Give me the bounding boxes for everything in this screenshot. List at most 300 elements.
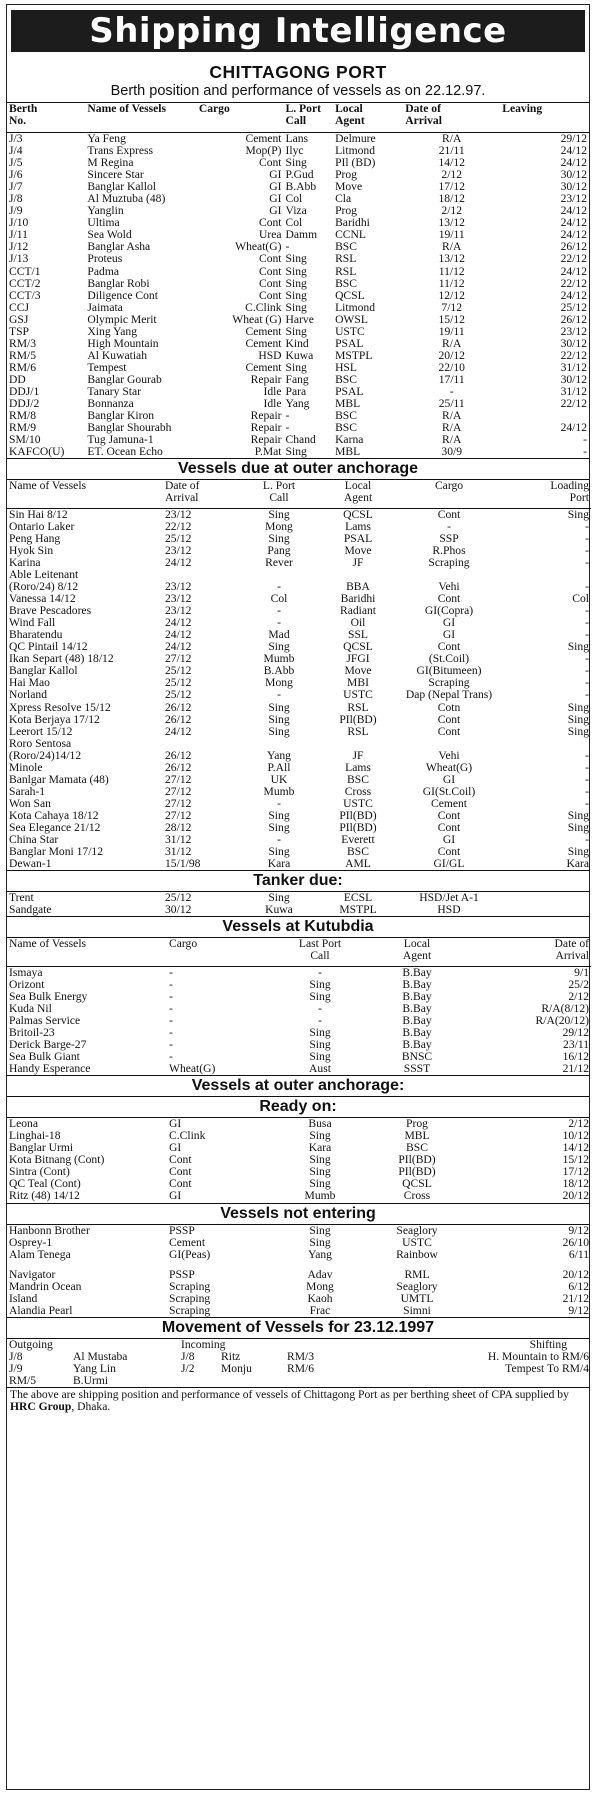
- cargo-cell: Cont: [437, 846, 461, 859]
- loading-port-cell: Sing: [567, 701, 589, 714]
- ready-date-cell: 15/12: [562, 1154, 589, 1167]
- berth-no-cell: GSJ: [9, 313, 29, 326]
- arrival-cell: 29/12: [562, 1027, 589, 1039]
- table-row: [7, 508, 591, 521]
- cargo-cell: GI: [169, 1190, 182, 1203]
- date-cell: 26/10: [562, 1236, 589, 1249]
- last-port-cell: Mong: [265, 677, 293, 690]
- local-agent-cell: Baridhi: [335, 217, 370, 230]
- vessel-name-cell: Leerort 15/12: [9, 725, 73, 738]
- vessel-name-cell: Wind Fall: [9, 617, 56, 630]
- last-port-cell: [239, 569, 319, 581]
- col-vessel-name: Name of Vessels: [9, 937, 87, 951]
- outer-due-title: Vessels due at outer anchorage: [7, 458, 589, 480]
- last-port-cell: Sing: [309, 1154, 331, 1167]
- table-row: [7, 521, 591, 533]
- cargo-cell: Cont: [169, 1154, 192, 1167]
- last-port-cell: Aust: [309, 1063, 331, 1076]
- leaving-cell: 24/12: [560, 145, 587, 158]
- local-agent-cell: JFGI: [346, 653, 370, 666]
- cargo-cell: R.Phos: [432, 544, 466, 557]
- last-port-cell: Busa: [308, 1118, 332, 1131]
- date-cell: 9/12: [568, 1304, 589, 1317]
- local-agent-cell: RSL: [335, 253, 357, 266]
- berth-no-cell: RM/5: [9, 349, 37, 362]
- table-row: [7, 205, 589, 217]
- arrival-cell: 2/12: [441, 169, 463, 182]
- local-agent-cell: JF: [352, 749, 364, 762]
- date-cell: 21/12: [562, 1292, 589, 1305]
- table-row: [7, 1118, 591, 1130]
- leaving-cell: 30/12: [560, 373, 587, 386]
- local-agent-cell: QCSL: [402, 1178, 432, 1191]
- vessel-name-cell: Karina: [9, 556, 41, 569]
- col-loading-port: Loading Port: [550, 479, 589, 505]
- vessel-name-cell: ET. Ocean Echo: [87, 446, 163, 459]
- berth-no-cell: RM/8: [9, 410, 37, 423]
- movement-title: Movement of Vessels for 23.12.1997: [7, 1317, 589, 1339]
- vessel-name-cell: Able Leitenant: [9, 569, 79, 581]
- cargo-cell: -: [169, 1027, 173, 1039]
- last-port-cell: B.Abb: [285, 181, 317, 194]
- local-agent-cell: Radiant: [339, 605, 377, 618]
- cargo-cell: [397, 738, 501, 750]
- vessel-name-cell: Won San: [9, 797, 51, 810]
- last-port-cell: UK: [270, 773, 288, 786]
- vessel-name-cell: Al Kuwatiah: [87, 349, 147, 362]
- table-row: [7, 434, 589, 446]
- local-agent-cell: JF: [352, 556, 364, 569]
- leaving-cell: 31/12: [560, 385, 587, 398]
- local-agent-cell: MBL: [404, 1130, 430, 1143]
- outgoing-berth-cell: RM/5: [9, 1374, 37, 1387]
- table-row: [7, 1190, 591, 1202]
- vessel-name-cell: Ontario Laker: [9, 520, 75, 533]
- leaving-cell: 30/12: [560, 337, 587, 350]
- loading-port-cell: [501, 892, 591, 904]
- loading-port-cell: -: [585, 677, 589, 690]
- cargo-cell: Idle: [263, 385, 282, 398]
- arrival-cell: 11/12: [438, 265, 465, 278]
- berth-no-cell: J/13: [9, 253, 29, 266]
- table-row: [7, 966, 591, 979]
- last-port-cell: Sing: [285, 277, 307, 290]
- cargo-cell: Cont: [437, 508, 461, 521]
- table-row: [7, 762, 591, 774]
- table-row: [7, 750, 591, 762]
- arrival-cell: 23/12: [165, 508, 192, 521]
- footer-source: HRC Group: [10, 1400, 72, 1414]
- table-row: [7, 1225, 591, 1237]
- last-port-cell: B.Abb: [263, 665, 295, 678]
- vessel-name-cell: Jaimata: [87, 301, 123, 314]
- vessel-name-cell: Diligence Cont: [87, 289, 158, 302]
- arrival-cell: 9/1: [574, 966, 589, 979]
- incoming-vessel-cell: [219, 1375, 285, 1387]
- last-port-cell: Mong: [306, 1280, 334, 1293]
- arrival-cell: 27/12: [165, 773, 192, 786]
- last-port-cell: Yang: [267, 749, 291, 762]
- vessel-name-cell: Olympic Merit: [87, 313, 157, 326]
- leaving-cell: 26/12: [560, 313, 587, 326]
- last-port-cell: Sing: [285, 253, 307, 266]
- port-title: CHITTAGONG PORT: [209, 62, 387, 82]
- leaving-cell: -: [583, 434, 587, 447]
- arrival-cell: 26/12: [165, 713, 192, 726]
- kutubdia-title: Vessels at Kutubdia: [7, 916, 589, 938]
- berth-no-cell: CCT/2: [9, 277, 41, 290]
- local-agent-cell: PSAL: [335, 337, 364, 350]
- local-agent-cell: USTC: [343, 797, 373, 810]
- date-cell: 6/11: [568, 1248, 589, 1261]
- last-port-cell: Col: [285, 193, 303, 206]
- table-row: [7, 786, 591, 798]
- cargo-cell: Cont: [258, 289, 282, 302]
- arrival-cell: 25/11: [438, 398, 465, 411]
- vessel-name-cell: Dewan-1: [9, 858, 52, 871]
- vessel-name-cell: Derick Barge-27: [9, 1039, 87, 1052]
- date-cell: 20/12: [562, 1268, 589, 1281]
- outer-due-body: [7, 508, 591, 870]
- ready-date-cell: 10/12: [562, 1130, 589, 1143]
- shift-to-cell: Tempest To RM/4: [505, 1362, 589, 1375]
- local-agent-cell: RML: [404, 1268, 430, 1281]
- local-agent-cell: B.Bay: [402, 1014, 432, 1027]
- table-row: [7, 145, 589, 157]
- shift-from-cell: RM/6: [287, 1362, 315, 1375]
- table-row: [7, 545, 591, 557]
- leaving-cell: 22/12: [560, 253, 587, 266]
- local-agent-cell: Prog: [406, 1118, 428, 1131]
- loading-port-cell: [501, 569, 591, 581]
- vessel-name-cell: QC Teal (Cont): [9, 1178, 81, 1191]
- last-port-cell: -: [285, 410, 290, 423]
- arrival-cell: 24/12: [165, 725, 192, 738]
- berth-no-cell: J/8: [9, 193, 23, 206]
- col-outgoing: Outgoing: [9, 1337, 53, 1351]
- arrival-cell: 28/12: [165, 821, 192, 834]
- cargo-cell: -: [169, 1039, 173, 1052]
- cargo-cell: Wheat(G): [169, 1063, 216, 1076]
- outer-due-table: [7, 480, 591, 870]
- table-row: [7, 326, 589, 338]
- last-port-cell: Chand: [285, 434, 316, 447]
- vessel-name-cell: Hai Mao: [9, 677, 50, 690]
- vessel-name-cell: Minole: [9, 761, 43, 774]
- cargo-cell: Cont: [437, 593, 461, 606]
- arrival-cell: 23/11: [563, 1039, 589, 1052]
- leaving-cell: 31/12: [560, 361, 587, 374]
- local-agent-cell: Litmond: [335, 301, 375, 314]
- table-row: [7, 702, 591, 714]
- local-agent-cell: Move: [335, 181, 363, 194]
- local-agent-cell: B.Bay: [402, 1002, 432, 1015]
- table-row: [7, 1351, 591, 1363]
- local-agent-cell: Baridhi: [340, 593, 376, 606]
- table-row: [7, 1063, 591, 1075]
- arrival-cell: [163, 569, 239, 581]
- table-row: [7, 822, 591, 834]
- table-row: [7, 1154, 591, 1166]
- cargo-cell: GI: [442, 629, 456, 642]
- cargo-cell: Scraping: [428, 556, 470, 569]
- table-row: [7, 169, 589, 181]
- local-agent-cell: [319, 738, 397, 750]
- arrival-cell: 24/12: [165, 617, 192, 630]
- loading-port-cell: -: [585, 520, 589, 533]
- table-row: [7, 1281, 591, 1293]
- last-port-cell: -: [277, 797, 281, 810]
- arrival-cell: 13/12: [438, 217, 465, 230]
- local-agent-cell: PIl(BD): [398, 1166, 436, 1179]
- cargo-cell: Cement: [430, 797, 468, 810]
- arrival-cell: R/A(20/12): [535, 1014, 589, 1027]
- last-port-cell: Yang: [308, 1248, 332, 1261]
- cargo-cell: PSSP: [169, 1224, 195, 1237]
- cargo-cell: Scraping: [428, 677, 470, 690]
- cargo-cell: GI(St.Coil): [422, 785, 476, 798]
- table-row: [7, 278, 589, 290]
- table-row: [7, 1130, 591, 1142]
- cargo-cell: Idle: [263, 398, 282, 411]
- vessel-name-cell: Tempest: [87, 361, 127, 374]
- vessel-name-cell: QC Pintail 14/12: [9, 641, 88, 654]
- col-leaving: Leaving: [502, 102, 543, 115]
- shipping-intelligence-page: [6, 4, 590, 1790]
- ready-body: [7, 1118, 591, 1202]
- last-port-cell: Sing: [268, 713, 290, 726]
- cargo-cell: Cotn: [437, 701, 461, 714]
- loading-port-cell: -: [585, 556, 589, 569]
- movement-header-row: [7, 1339, 591, 1351]
- arrival-cell: 24/12: [165, 641, 192, 654]
- cargo-cell: Cont: [258, 157, 282, 170]
- vessel-name-cell: Ultima: [87, 217, 120, 230]
- berth-no-cell: J/4: [9, 145, 23, 158]
- last-port-cell: Harve: [285, 313, 314, 326]
- table-row: [7, 374, 589, 386]
- row-spacer: [7, 1261, 591, 1269]
- table-row: [7, 386, 589, 398]
- vessel-name-cell: Padma: [87, 265, 119, 278]
- local-agent-cell: MSTPL: [335, 349, 373, 362]
- cargo-cell: Cement: [169, 1236, 206, 1249]
- last-port-cell: Mumb: [263, 653, 295, 666]
- kutubdia-table: [7, 938, 591, 1075]
- vessel-name-cell: Banglar Kallol: [9, 665, 78, 678]
- table-row: [7, 557, 591, 569]
- last-port-cell: Sing: [309, 1166, 331, 1179]
- berth-no-cell: SM/10: [9, 434, 41, 447]
- last-port-cell: Sing: [285, 361, 307, 374]
- table-row: [7, 362, 589, 374]
- local-agent-cell: PIl(BD): [339, 713, 377, 726]
- arrival-cell: R/A: [442, 241, 462, 254]
- vessel-name-cell: Sin Hai 8/12: [9, 508, 68, 521]
- berth-no-cell: RM/6: [9, 361, 37, 374]
- last-port-cell: Sing: [268, 821, 290, 834]
- last-port-cell: -: [277, 834, 281, 847]
- arrival-cell: 20/12: [438, 349, 465, 362]
- last-port-cell: Sing: [268, 701, 290, 714]
- last-port-cell: -: [277, 581, 281, 594]
- local-agent-cell: PIl (BD): [335, 157, 376, 170]
- last-port-cell: Sing: [309, 1224, 331, 1237]
- table-row: [7, 593, 591, 605]
- local-agent-cell: Rainbow: [396, 1248, 438, 1261]
- loading-port-cell: Sing: [567, 725, 589, 738]
- arrival-cell: 11/12: [438, 277, 465, 290]
- leaving-cell: 29/12: [560, 132, 587, 145]
- local-agent-cell: SSL: [348, 629, 368, 642]
- footer-note: [7, 1387, 589, 1415]
- arrival-cell: 12/12: [438, 289, 465, 302]
- incoming-vessel-cell: Monju: [221, 1362, 252, 1375]
- col-last-port: Last Port Call: [298, 937, 342, 963]
- arrival-cell: 24/12: [165, 556, 192, 569]
- local-agent-cell: HSL: [335, 361, 357, 374]
- arrival-cell: 25/12: [165, 892, 192, 905]
- vessel-name-cell: Hyok Sin: [9, 544, 54, 557]
- table-row: [7, 422, 589, 434]
- cargo-cell: Mop(P): [245, 145, 282, 158]
- cargo-cell: Wheat (G): [232, 313, 282, 326]
- local-agent-cell: RSL: [347, 725, 369, 738]
- arrival-cell: 13/12: [438, 253, 465, 266]
- arrival-cell: 26/12: [165, 701, 192, 714]
- vessel-name-cell: Trent: [9, 892, 34, 905]
- cargo-cell: Scraping: [169, 1304, 211, 1317]
- last-port-cell: Sing: [268, 508, 290, 521]
- table-row: [7, 774, 591, 786]
- arrival-cell: 27/12: [165, 797, 192, 810]
- tanker-body: [7, 892, 591, 916]
- cargo-cell: GI: [269, 193, 282, 206]
- cargo-cell: HSD/Jet A-1: [419, 892, 479, 905]
- arrival-cell: 31/12: [165, 834, 192, 847]
- local-agent-cell: Delmure: [335, 132, 376, 145]
- kutubdia-header-row: [7, 938, 591, 966]
- loading-port-cell: Sing: [567, 809, 589, 822]
- berth-no-cell: CCT/1: [9, 265, 41, 278]
- table-row: [7, 605, 591, 617]
- local-agent-cell: PIl(BD): [398, 1154, 436, 1167]
- loading-port-cell: Kara: [566, 858, 589, 871]
- last-port-cell: Viza: [285, 205, 307, 218]
- arrival-cell: 25/12: [165, 677, 192, 690]
- cargo-cell: Cement: [245, 337, 282, 350]
- loading-port-cell: -: [585, 797, 589, 810]
- arrival-cell: 14/12: [438, 157, 465, 170]
- ready-table: [7, 1118, 591, 1202]
- loading-port-cell: -: [585, 617, 589, 630]
- last-port-cell: Sing: [309, 990, 331, 1003]
- last-port-cell: Col: [285, 217, 303, 230]
- last-port-cell: Col: [270, 593, 288, 606]
- last-port-cell: Yang: [285, 398, 310, 411]
- cargo-cell: GI: [269, 169, 282, 182]
- arrival-cell: 25/12: [165, 665, 192, 678]
- table-row: [7, 1178, 591, 1190]
- table-row: [7, 979, 591, 991]
- berth-no-cell: TSP: [9, 325, 29, 338]
- local-agent-cell: USTC: [402, 1236, 432, 1249]
- col-berth-no: Berth No.: [9, 102, 38, 127]
- local-agent-cell: Karna: [335, 434, 364, 447]
- vessel-name-cell: Island: [9, 1292, 38, 1305]
- not-entering-title: Vessels not entering: [7, 1203, 589, 1225]
- berth-body: [7, 133, 589, 459]
- arrival-cell: R/A: [442, 132, 462, 145]
- cargo-cell: -: [169, 990, 173, 1003]
- arrival-cell: 17/12: [438, 181, 465, 194]
- loading-port-cell: [501, 904, 591, 916]
- table-row: [7, 834, 591, 846]
- leaving-cell: 24/12: [560, 217, 587, 230]
- arrival-cell: 26/12: [165, 749, 192, 762]
- vessel-name-cell: Norland: [9, 689, 47, 702]
- last-port-cell: Sing: [268, 725, 290, 738]
- leaving-cell: 22/12: [560, 277, 587, 290]
- vessel-name-cell: Leona: [9, 1118, 38, 1131]
- col-last-port: L. Port Call: [262, 479, 296, 505]
- table-row: [7, 689, 591, 701]
- shift-to-cell: H. Mountain to RM/6: [487, 1350, 589, 1363]
- last-port-cell: Sing: [309, 1236, 331, 1249]
- table-row: [7, 1293, 591, 1305]
- vessel-name-cell: Proteus: [87, 253, 123, 266]
- local-agent-cell: BSC: [335, 241, 357, 254]
- leaving-cell: 30/12: [560, 169, 587, 182]
- table-row: [7, 181, 589, 193]
- table-row: [7, 1363, 591, 1375]
- last-port-cell: Sing: [309, 1130, 331, 1143]
- cargo-cell: Wheat(G): [235, 241, 282, 254]
- local-agent-cell: UMTL: [400, 1292, 434, 1305]
- vessel-name-cell: Tug Jamuna-1: [87, 434, 154, 447]
- vessel-name-cell: Kota Cahaya 18/12: [9, 809, 99, 822]
- table-row: [7, 904, 591, 916]
- footer-text: The above are shipping position and performance of vessels of Chittagong Port as per berthing sheet of CPA supplied by: [10, 1387, 569, 1401]
- arrival-cell: 25/2: [568, 978, 589, 991]
- local-agent-cell: USTC: [343, 689, 373, 702]
- cargo-cell: GI/GL: [433, 858, 465, 871]
- vessel-name-cell: Handy Esperance: [9, 1063, 91, 1076]
- local-agent-cell: BSC: [335, 277, 357, 290]
- outgoing-vessel-cell: Yang Lin: [73, 1362, 116, 1375]
- local-agent-cell: BSC: [335, 422, 357, 435]
- local-agent-cell: Oil: [350, 617, 366, 630]
- arrival-cell: 15/1/98: [165, 858, 201, 871]
- last-port-cell: Sing: [309, 1039, 331, 1052]
- last-port-cell: Kaoh: [307, 1292, 333, 1305]
- vessel-name-cell: Trans Express: [87, 145, 154, 158]
- cargo-cell: Cont: [437, 641, 461, 654]
- local-agent-cell: OWSL: [335, 313, 368, 326]
- vessel-name-cell: Al Muztuba (48): [87, 193, 166, 206]
- vessel-name-cell: Ikan Separt (48) 18/12: [9, 653, 114, 666]
- leaving-cell: 26/12: [560, 241, 587, 254]
- col-incoming: Incoming: [181, 1337, 226, 1351]
- last-port-cell: Mumb: [304, 1190, 336, 1203]
- table-row: [7, 253, 589, 265]
- local-agent-cell: PSAL: [343, 532, 373, 545]
- col-last-port: L. Port Call: [285, 102, 321, 127]
- loading-port-cell: -: [585, 773, 589, 786]
- vessel-name-cell: Xpress Resolve 15/12: [9, 701, 111, 714]
- cargo-cell: SSP: [439, 532, 459, 545]
- arrival-cell: R/A: [442, 337, 462, 350]
